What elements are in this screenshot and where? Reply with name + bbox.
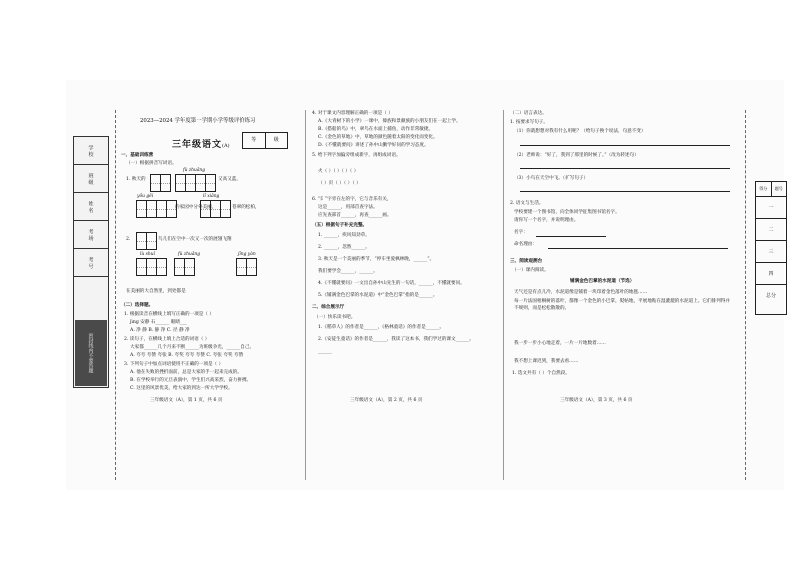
question-7-4: 我们要学会______，______。 — [318, 269, 378, 274]
question-4-d: D.《不懂就要问》讲述了孙中山勤学好问的学习态度。 — [318, 143, 429, 148]
answer-line[interactable] — [520, 191, 730, 192]
name-input[interactable] — [536, 236, 606, 237]
seal-line — [115, 110, 116, 480]
question-2-line: 大家都______几个月来不断______为班级争光，______自己。 — [130, 345, 255, 350]
field-room: 考 场 — [74, 221, 108, 249]
answer-1-2: （2）老师说：“好了，我到了那里的时候了。”（改为转述句） — [514, 153, 639, 158]
reading-question-1: 1. 选文共有（ ）个自然段。 — [512, 371, 570, 376]
text: 又高又蓝， — [218, 177, 241, 182]
answer-2-text: 学校要建一个图书馆，向全体同学征集图书馆名字。 — [514, 210, 620, 215]
question-1-options: A. 净 静 B. 静 净 C. 径 静 净 — [130, 328, 190, 333]
page-footer-1: 三年级语文（A），第 1 页，共 6 页 — [150, 398, 223, 403]
binding-strip — [73, 136, 109, 388]
name-label: 名字： — [514, 230, 528, 235]
text: 苍翠的松柏， — [232, 205, 260, 210]
passage-3: 我一步一步小心地走着，一片一片地数着…… — [514, 341, 606, 346]
score-row: 总分 — [765, 293, 776, 299]
page-divider — [305, 110, 306, 480]
question-1: 1. 根据读音在横线上填写正确的一项是（ ） — [124, 312, 214, 317]
section-1-heading: 一、基础训练营 — [121, 153, 154, 158]
seal-line-right — [745, 110, 746, 480]
answer-2: 2. 语文与生活。 — [510, 201, 544, 206]
section-3-heading: 三、阅读观测台 — [510, 259, 543, 264]
answer-grid[interactable] — [136, 258, 167, 276]
reading-3: ______ — [318, 349, 332, 354]
answer-1: 1. 按要求写句子。 — [510, 120, 549, 125]
pinyin: jīng yàn — [238, 252, 256, 257]
pinyin: fù zhuāng — [178, 252, 201, 257]
text: 在美丽的大自然里，到处都是 — [126, 289, 186, 294]
score-table — [755, 181, 787, 315]
question-7-2: 2. ______，忽然______。 — [318, 245, 370, 250]
grade-box: 等 级 — [242, 132, 288, 149]
school-year: 2023—2024 学年度第一学期小学等级评价练习 — [140, 118, 256, 124]
answer-grid[interactable] — [200, 200, 231, 218]
pinyin: yōu gēi — [137, 194, 154, 199]
field-name: 姓 名 — [74, 193, 108, 221]
question-7-1: 1. ______，疾风知劲草。 — [318, 233, 370, 238]
seal-note: 密封线内不要答题 — [75, 320, 107, 386]
reading-1: 1.《稻草人》的作者是______，《格林童话》的作者是______。 — [318, 325, 445, 330]
question-6-b: 这是______，用部首查字法。 — [318, 205, 378, 210]
answer-grid[interactable] — [150, 174, 171, 192]
question-5-row-1: 火（ ）（ ）（ ）（ ） — [318, 169, 359, 174]
answer-1-1: （1）你就想想对我有什么用呢？（给句子换个说法，句意不变） — [514, 129, 646, 134]
answer-line[interactable] — [520, 145, 730, 146]
score-table-header: 得分 题号 — [756, 182, 786, 197]
question-7-3: 3. 秋天是一个美丽的季节，“停车坐爱枫林晚，______”。 — [318, 257, 435, 262]
answer-line[interactable] — [520, 168, 730, 169]
pinyin: fù zhuāng — [183, 168, 206, 173]
question-8: 4.《不懂就要问》一文出自孙中山先生的一句话，______，不懂就要问。 — [318, 281, 465, 286]
reason-label: 命名理由： — [514, 242, 537, 247]
passage-title: 铺满金色巴掌的水泥道（节选） — [570, 279, 635, 284]
question-4-c: C.《金色的草地》中，草地的颜色随着太阳的变化而变化。 — [318, 135, 438, 140]
sub-1-heading: （一）根据拼音写词语。 — [126, 161, 177, 166]
question-2-options: A. 夸夸 夸赞 夸张 B. 夸奖 夸夸 夸赞 C. 夸张 夸奖 夸赞 — [130, 353, 244, 358]
answer-grid[interactable] — [175, 174, 216, 192]
question-2: 2. 读句子，在横线上填上合适的词语（ ） — [124, 337, 210, 342]
sub-top-heading: （二）语言表达。 — [510, 111, 547, 116]
page-title: 三年级语文(A) — [172, 140, 230, 150]
score-row: 一 — [756, 197, 786, 219]
sub-4-heading: （一）课内阅读。 — [512, 268, 549, 273]
answer-grid[interactable] — [236, 258, 257, 276]
page-divider — [503, 110, 504, 480]
answer-grid[interactable] — [136, 200, 177, 218]
question-3-b: B. 在学校举行的元旦表演中，学生们兴高采烈，奋力拼搏。 — [130, 378, 252, 383]
question-4: 4. 对于课文内容理解正确的一项是（ ） — [312, 111, 393, 116]
score-row: 三 — [756, 241, 786, 263]
field-class: 班 级 — [74, 165, 108, 193]
pinyin: lù shuǐ — [140, 252, 155, 257]
passage-4: 我不想上课迟到，我要去看…… — [514, 359, 579, 364]
sub-2-heading: （二）选择题。 — [121, 303, 154, 308]
question-6-c: 应先查部首______，再查______画。 — [318, 213, 392, 218]
question-3: 3. 下列句子中加点词语使用不正确的一项是（ ） — [124, 362, 224, 367]
answer-grid[interactable] — [136, 232, 157, 250]
page-footer-2: 三年级语文（A），第 2 页，共 6 页 — [350, 398, 423, 403]
sub-3-heading: （一）快乐读书吧。 — [314, 315, 356, 320]
question-5-row-2: （ ）页（ ）（ ）（ ） — [318, 181, 361, 186]
score-row: 四 — [756, 263, 786, 285]
question-6: 6. “阝”字旁在左的字，它与音乐有关， — [312, 197, 392, 202]
question-3-c: C. 这里的风景优美，给大家的到达一所大学学校。 — [130, 386, 233, 391]
question-4-a: A.《大青树下的小学》一课中，傣族和景颇族的小朋友们在一起上学。 — [318, 119, 461, 124]
question-3-a: A. 他在失败的挫折面前，总是大家的手一起来完成的。 — [130, 370, 242, 375]
reason-input[interactable] — [548, 248, 728, 249]
text: 的家园中分外美丽， — [175, 205, 217, 210]
field-school: 学 校 — [74, 137, 108, 165]
text: 鸟儿们在空中一次又一次的展翅飞翔 — [158, 237, 232, 242]
question-1-parts: jìng 安静 石______ 眼睛___ — [130, 320, 187, 325]
page-footer-3: 三年级语文（A），第 3 页，共 6 页 — [560, 398, 633, 403]
passage-1: 天气还是有点儿冷，水泥道像是铺着一块印着金色落叶的地毯…… — [514, 290, 648, 295]
score-row: 二 — [756, 219, 786, 241]
section-2-heading: 二、综合展示厅 — [312, 305, 345, 310]
text: 2. — [126, 237, 131, 242]
question-8-b: 5.《铺满金色巴掌的水泥道》中“金色巴掌”指的是______。 — [318, 293, 438, 298]
answer-grid[interactable] — [174, 258, 195, 276]
answer-2-text-2: 请你写一个名字，并说明理由。 — [514, 218, 579, 223]
reading-2: 2.《安徒生童话》的作者是______，我读了这本书，我们学过的课文______。 — [318, 337, 474, 342]
question-4-b: B.《搭船的鸟》中，翠鸟在水面上捕鱼，动作非常敏捷。 — [318, 127, 434, 132]
question-5: 5. 给下列字加偏旁组成新字，再组成词语。 — [312, 153, 401, 158]
answer-1-3: （3）小鸟在天空中飞。（扩写句子） — [514, 176, 589, 181]
passage-2: 每一片法国梧桐树的落叶，都像一个金色的小巴掌，熨帖地，平展地粘在湿漉漉的水泥道上。它们排列得并不规则，而是松松散散的。 — [514, 299, 730, 311]
pinyin: lǐ xiǎng — [203, 194, 220, 199]
field-number: 考 号 — [74, 249, 108, 277]
question-7: （五）根据句子补充完整。 — [312, 223, 368, 228]
text: 1. 秋天的 — [126, 177, 146, 182]
